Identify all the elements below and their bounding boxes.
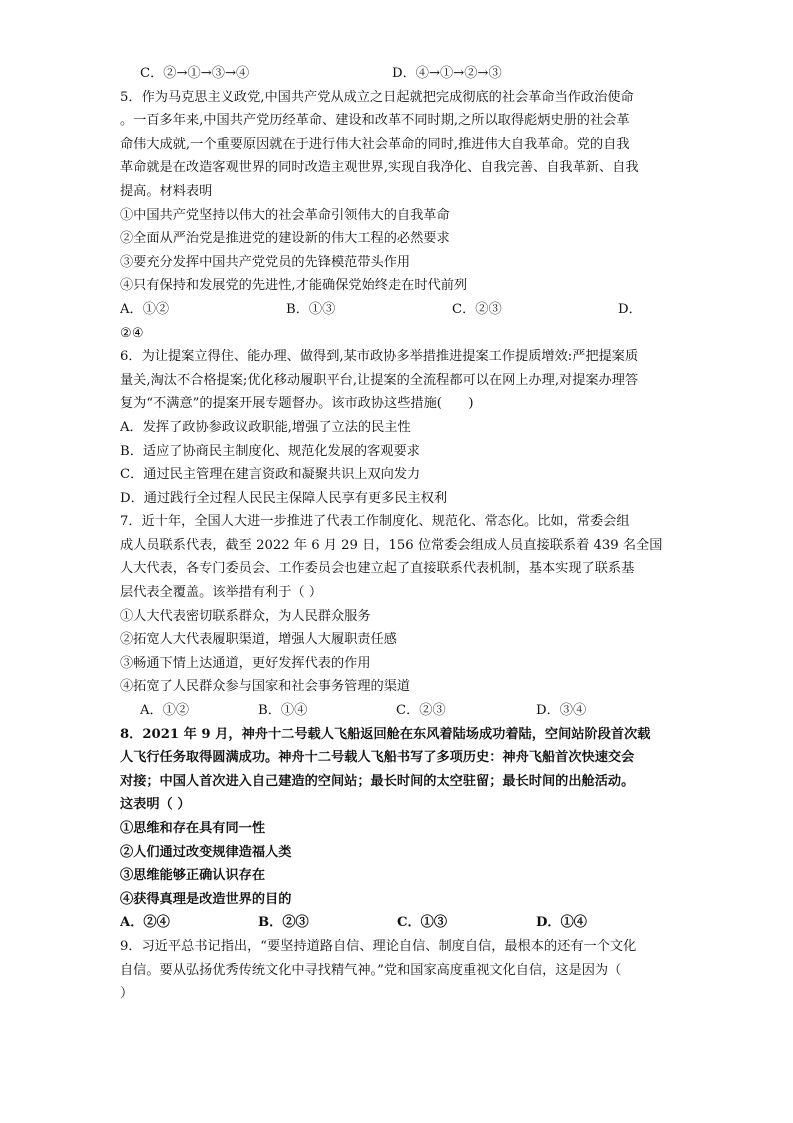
q4-option-d: D．④→①→②→③ <box>392 66 502 81</box>
q5-stem-line: 提高。材料表明 <box>120 183 213 199</box>
q8-options <box>120 911 680 935</box>
q6-choice-a: A．发挥了政协参政议政职能,增强了立法的民主性 <box>120 419 411 435</box>
q8-stem-line: 这表明（ ） <box>120 797 191 813</box>
q6-choice-c: C．通过民主管理在建言资政和凝聚共识上双向发力 <box>120 467 421 483</box>
question-6 <box>120 345 680 510</box>
q5-item: ②全面从严治党是推进党的建设新的伟大工程的必然要求 <box>120 231 450 247</box>
q7-item: ①人大代表密切联系群众，为人民群众服务 <box>120 608 371 624</box>
q7-option-c: C．②③ <box>396 703 446 719</box>
q8-stem-line: 8．2021 年 9 月，神舟十二号载人飞船返回舱在东风着陆场成功着陆，空间站阶段首次载 <box>120 726 651 742</box>
q4-options <box>120 62 680 86</box>
q8-option-c: C．①③ <box>397 915 448 931</box>
question-8 <box>120 723 680 935</box>
q8-stem-line: 人飞行任务取得圆满成功。神舟十二号载人飞船书写了多项历史：神舟飞船首次快速交会 <box>120 750 635 766</box>
q7-stem-line: 层代表全覆盖。该举措有利于（ ） <box>120 585 323 601</box>
q7-option-a: A．①② <box>140 703 190 719</box>
q9-stem-line: 自信。要从弘扬优秀传统文化中寻找精气神。”党和国家高度重视文化自信，这是因为（ <box>120 962 622 978</box>
q8-option-a: A．②④ <box>120 915 170 931</box>
q7-item: ④拓宽了人民群众参与国家和社会事务管理的渠道 <box>120 679 411 695</box>
q5-item: ③要充分发挥中国共产党党员的先锋模范带头作用 <box>120 254 411 270</box>
q8-option-d: D．①④ <box>536 915 587 931</box>
q6-stem-line: 6．为让提案立得住、能办理、做得到,某市政协多举措推进提案工作提质增效:严把提案质 <box>120 349 639 365</box>
q5-option-d: D． <box>618 301 642 317</box>
q7-option-d: D．③④ <box>536 703 587 719</box>
q8-item: ①思维和存在具有同一性 <box>120 821 266 836</box>
q5-option-a: A．①② <box>120 301 170 317</box>
q5-item: ④只有保持和发展党的先进性,才能确保党始终走在时代前列 <box>120 278 468 294</box>
q9-stem-line: ） <box>120 986 134 1002</box>
q5-stem-line: 命伟大成就,一个重要原因就在于进行伟大社会革命的同时,推进伟大自我革命。党的自我 <box>120 136 630 152</box>
q6-choice-d: D．通过践行全过程人民民主保障人民享有更多民主权利 <box>120 490 448 506</box>
q6-stem-line: 复为“不满意”的提案开展专题督办。该市政协这些措施( ) <box>120 396 474 412</box>
q7-stem-line: 人大代表，各专门委员会、工作委员会也建立起了直接联系代表机制，基本实现了联系基 <box>120 561 635 577</box>
question-5 <box>120 86 680 346</box>
q5-options <box>120 298 680 322</box>
q9-stem-line: 9．习近平总书记指出，“要坚持道路自信、理论自信、制度自信，最根本的还有一个文化 <box>120 938 637 954</box>
q5-stem-line: 革命就是在改造客观世界的同时改造主观世界,实现自我净化、自我完善、自我革新、自我 <box>120 160 639 176</box>
q5-item: ①中国共产党坚持以伟大的社会革命引领伟大的自我革命 <box>120 207 450 223</box>
q6-choice-b: B．适应了协商民主制度化、规范化发展的客观要求 <box>120 443 420 459</box>
q7-stem-line: 7．近十年，全国人大进一步推进了代表工作制度化、规范化、常态化。比如，常委会组 <box>120 514 630 530</box>
q7-item: ②拓宽人大代表履职渠道，增强人大履职责任感 <box>120 632 397 648</box>
q7-options <box>120 699 680 723</box>
question-9 <box>120 935 680 1006</box>
q8-option-b: B．②③ <box>258 915 309 931</box>
q7-option-b: B．①④ <box>258 703 308 719</box>
q8-item: ③思维能够正确认识存在 <box>120 868 266 884</box>
q8-item: ②人们通过改变规律造福人类 <box>120 844 292 860</box>
question-7 <box>120 510 680 722</box>
q5-stem-line: 。一百多年来,中国共产党历经革命、建设和改革不同时期,之所以取得彪炳史册的社会革 <box>120 113 630 129</box>
q5-option-b: B．①③ <box>286 301 336 317</box>
q6-stem-line: 量关,淘汰不合格提案;优化移动履职平台,让提案的全流程都可以在网上办理,对提案办理答 <box>120 372 639 388</box>
q5-option-c: C．②③ <box>452 301 502 317</box>
q5-option-d-continued: ②④ <box>120 325 144 341</box>
q5-stem-line: 5．作为马克思主义政党,中国共产党从成立之日起就把完成彻底的社会革命当作政治使命 <box>120 89 634 105</box>
q8-stem-line: 对接；中国人首次进入自己建造的空间站；最长时间的太空驻留；最长时间的出舱活动。 <box>120 773 635 789</box>
exam-page <box>120 62 680 1006</box>
q7-item: ③畅通下情上达通道，更好发挥代表的作用 <box>120 655 371 671</box>
q7-stem-line: 成人员联系代表，截至 2022 年 6 月 29 日，156 位常委会组成人员直接联系着 439 名全国 <box>120 537 663 553</box>
q4-option-c: C．②→①→③→④ <box>140 66 250 81</box>
q8-item: ④获得真理是改造世界的目的 <box>120 891 292 907</box>
